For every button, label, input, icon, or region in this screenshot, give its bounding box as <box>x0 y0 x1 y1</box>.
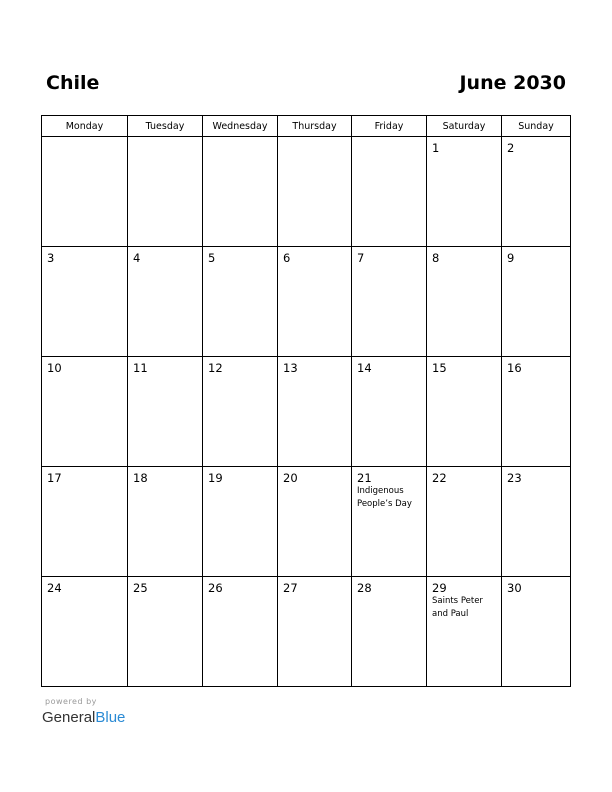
day-cell <box>352 137 427 247</box>
day-cell <box>42 357 128 467</box>
day-number: 6 <box>283 251 291 265</box>
day-number: 7 <box>357 251 365 265</box>
day-cell <box>427 137 502 247</box>
weekday-header: Wednesday <box>203 116 278 137</box>
day-number: 14 <box>357 361 372 375</box>
day-cell <box>278 357 352 467</box>
day-number: 13 <box>283 361 298 375</box>
day-cell <box>278 247 352 357</box>
day-cell <box>203 467 278 577</box>
holiday-label: Indigenous People’s Day <box>357 486 412 509</box>
day-number: 25 <box>133 581 148 595</box>
week-row <box>42 137 571 247</box>
weekday-header: Tuesday <box>128 116 203 137</box>
day-cell <box>352 247 427 357</box>
day-number <box>42 137 127 141</box>
day-cell <box>278 467 352 577</box>
day-number: 19 <box>208 471 223 485</box>
logo-blue-text: Blue <box>95 709 126 726</box>
day-number: 2 <box>507 141 515 155</box>
day-cell <box>42 137 128 247</box>
day-number: 20 <box>283 471 298 485</box>
day-cell <box>128 247 203 357</box>
day-number: 18 <box>133 471 148 485</box>
day-number <box>278 137 351 141</box>
week-row <box>42 467 571 577</box>
day-number: 26 <box>208 581 223 595</box>
day-cell <box>502 467 571 577</box>
day-cell <box>427 357 502 467</box>
weekday-header: Friday <box>352 116 427 137</box>
day-number: 3 <box>47 251 55 265</box>
day-number: 17 <box>47 471 62 485</box>
day-number: 15 <box>432 361 447 375</box>
day-cell <box>278 137 352 247</box>
day-number: 29 <box>432 581 447 595</box>
day-number: 30 <box>507 581 522 595</box>
weekday-header: Thursday <box>278 116 352 137</box>
calendar-grid <box>41 115 571 687</box>
weekday-header: Monday <box>42 116 128 137</box>
day-number: 5 <box>208 251 216 265</box>
day-cell <box>502 247 571 357</box>
logo-general-text: General <box>42 709 96 726</box>
day-number: 8 <box>432 251 440 265</box>
day-cell <box>203 357 278 467</box>
day-cell <box>203 137 278 247</box>
day-number: 9 <box>507 251 515 265</box>
day-cell <box>352 357 427 467</box>
day-cell <box>203 247 278 357</box>
country-title: Chile <box>46 72 100 94</box>
day-cell <box>427 467 502 577</box>
day-cell <box>502 577 571 687</box>
day-number: 22 <box>432 471 447 485</box>
day-number <box>203 137 277 141</box>
day-number: 10 <box>47 361 62 375</box>
week-row <box>42 357 571 467</box>
generalblue-logo[interactable] <box>42 708 125 728</box>
day-cell <box>42 247 128 357</box>
day-number: 23 <box>507 471 522 485</box>
day-cell <box>352 577 427 687</box>
week-row <box>42 577 571 687</box>
day-number: 27 <box>283 581 298 595</box>
weekday-header: Sunday <box>502 116 571 137</box>
day-cell <box>352 467 427 577</box>
day-cell <box>278 577 352 687</box>
day-number <box>352 137 426 141</box>
weekday-header: Saturday <box>427 116 502 137</box>
day-number <box>128 137 202 141</box>
day-cell <box>203 577 278 687</box>
day-number: 12 <box>208 361 223 375</box>
day-cell <box>128 357 203 467</box>
day-cell <box>502 357 571 467</box>
day-number: 11 <box>133 361 148 375</box>
day-cell <box>42 577 128 687</box>
day-cell <box>128 467 203 577</box>
day-number: 4 <box>133 251 141 265</box>
day-number: 24 <box>47 581 62 595</box>
day-number: 1 <box>432 141 440 155</box>
day-number: 16 <box>507 361 522 375</box>
day-number: 21 <box>357 471 372 485</box>
day-cell <box>427 577 502 687</box>
day-cell <box>128 577 203 687</box>
day-number: 28 <box>357 581 372 595</box>
day-cell <box>427 247 502 357</box>
day-cell <box>128 137 203 247</box>
month-year-title: June 2030 <box>459 72 566 94</box>
powered-by-text: powered by <box>45 697 97 706</box>
day-cell <box>42 467 128 577</box>
weekday-header-row <box>42 116 571 137</box>
week-row <box>42 247 571 357</box>
holiday-label: Saints Peter and Paul <box>432 596 483 619</box>
day-cell <box>502 137 571 247</box>
